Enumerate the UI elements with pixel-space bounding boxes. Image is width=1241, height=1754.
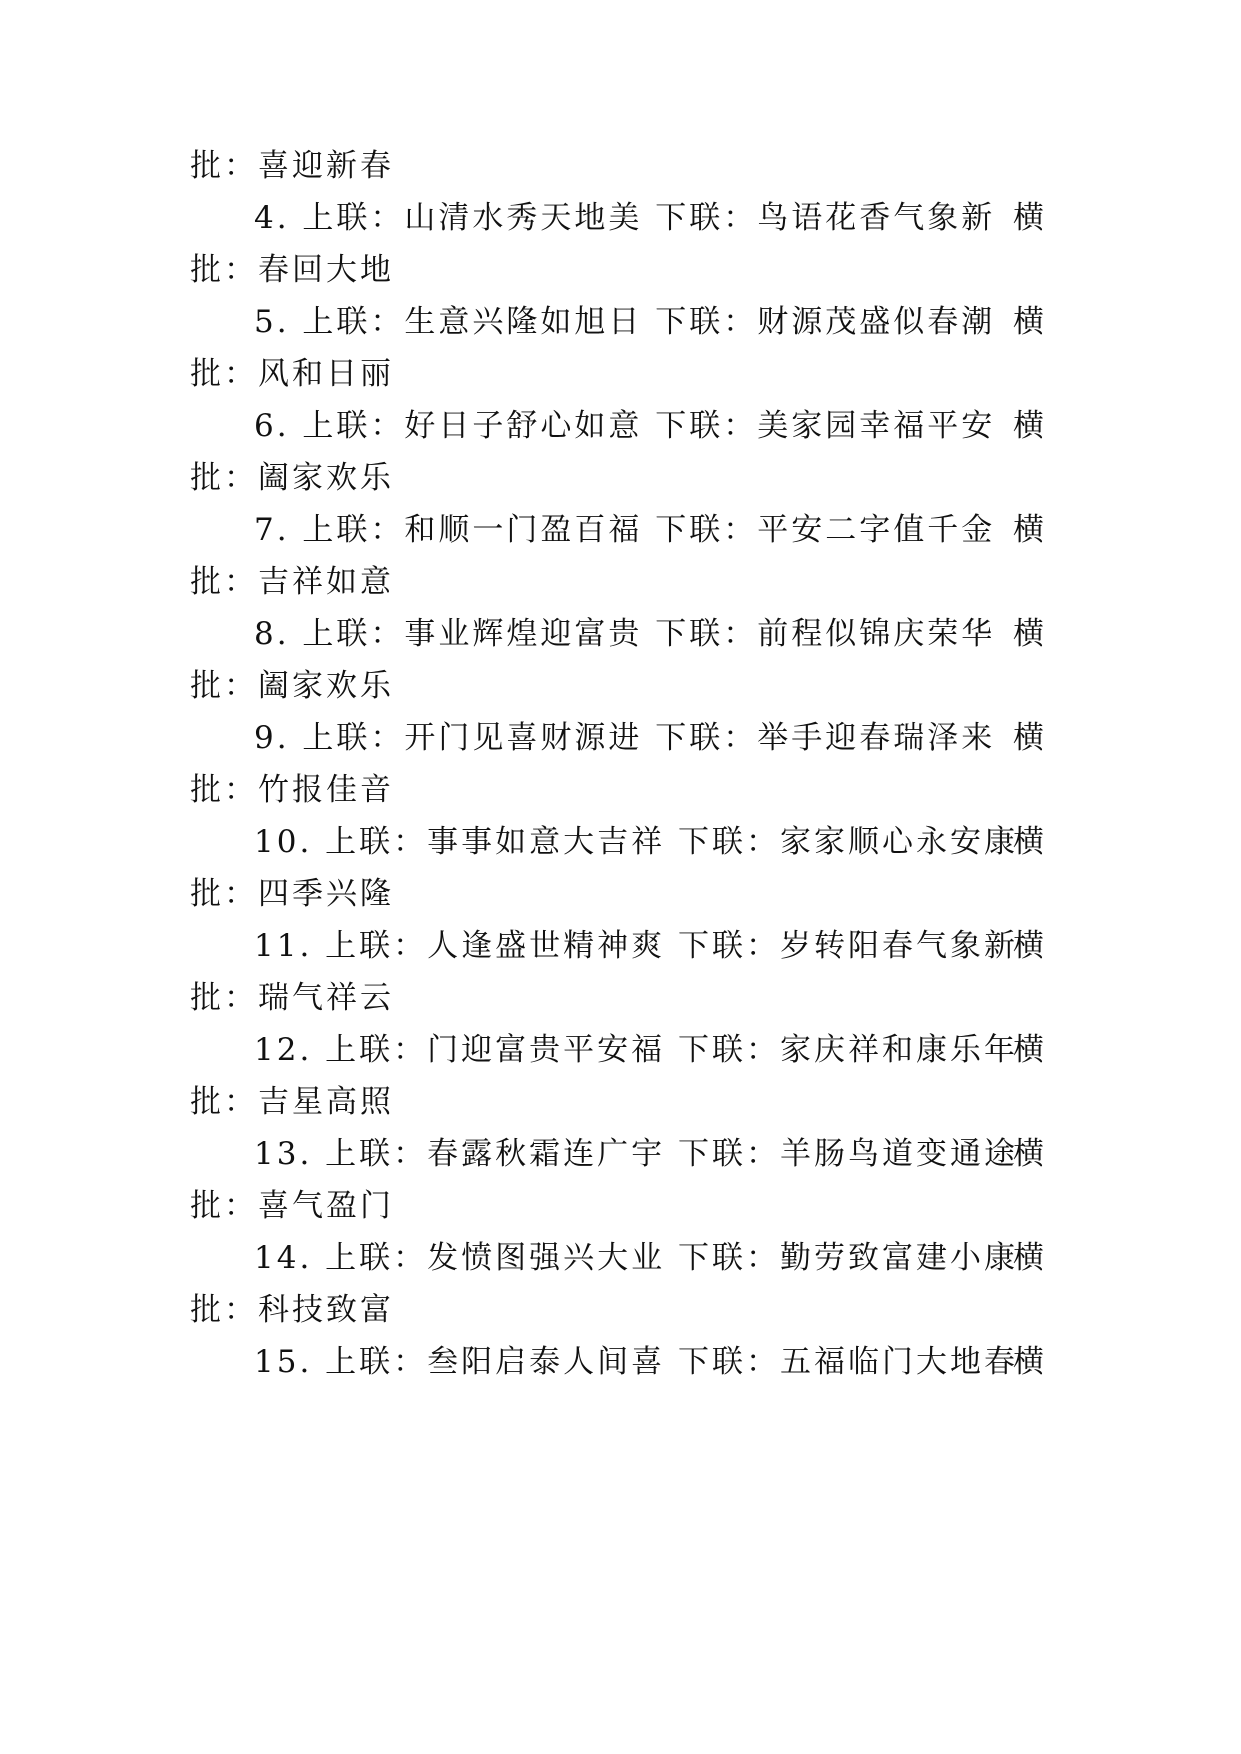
text-line: 批：喜迎新春 — [190, 148, 394, 184]
couplet-entry-11: 11. 上联：人逢盛世精神爽 下联：岁转阳春气象新 横 — [254, 928, 1044, 964]
text-line: 批：喜气盈门 — [190, 1188, 394, 1224]
text-line: 批：科技致富 — [190, 1292, 394, 1328]
text-line: 批：阖家欢乐 — [190, 460, 394, 496]
couplet-entry-14: 14. 上联：发愤图强兴大业 下联：勤劳致富建小康 横 — [254, 1240, 1044, 1276]
couplet-entry-5: 5. 上联：生意兴隆如旭日 下联：财源茂盛似春潮 横 — [254, 304, 1044, 340]
text-line: 批：吉星高照 — [190, 1084, 394, 1120]
couplet-entry-6: 6. 上联：好日子舒心如意 下联：美家园幸福平安 横 — [254, 408, 1044, 444]
text-line: 批：竹报佳音 — [190, 772, 394, 808]
couplet-entry-9: 9. 上联：开门见喜财源进 下联：举手迎春瑞泽来 横 — [254, 720, 1044, 756]
couplet-entry-10: 10. 上联：事事如意大吉祥 下联：家家顺心永安康 横 — [254, 824, 1044, 860]
couplet-entry-13: 13. 上联：春露秋霜连广宇 下联：羊肠鸟道变通途 横 — [254, 1136, 1044, 1172]
couplet-entry-15: 15. 上联：叁阳启泰人间喜 下联：五福临门大地春 横 — [254, 1344, 1044, 1380]
text-line: 批：阖家欢乐 — [190, 668, 394, 704]
couplet-entry-8: 8. 上联：事业辉煌迎富贵 下联：前程似锦庆荣华 横 — [254, 616, 1044, 652]
text-line: 批：四季兴隆 — [190, 876, 394, 912]
text-line: 批：春回大地 — [190, 252, 394, 288]
text-line: 批：瑞气祥云 — [190, 980, 394, 1016]
text-line: 批：吉祥如意 — [190, 564, 394, 600]
text-line: 批：风和日丽 — [190, 356, 394, 392]
couplet-entry-4: 4. 上联：山清水秀天地美 下联：鸟语花香气象新 横 — [254, 200, 1044, 236]
couplet-entry-7: 7. 上联：和顺一门盈百福 下联：平安二字值千金 横 — [254, 512, 1044, 548]
couplet-entry-12: 12. 上联：门迎富贵平安福 下联：家庆祥和康乐年 横 — [254, 1032, 1044, 1068]
